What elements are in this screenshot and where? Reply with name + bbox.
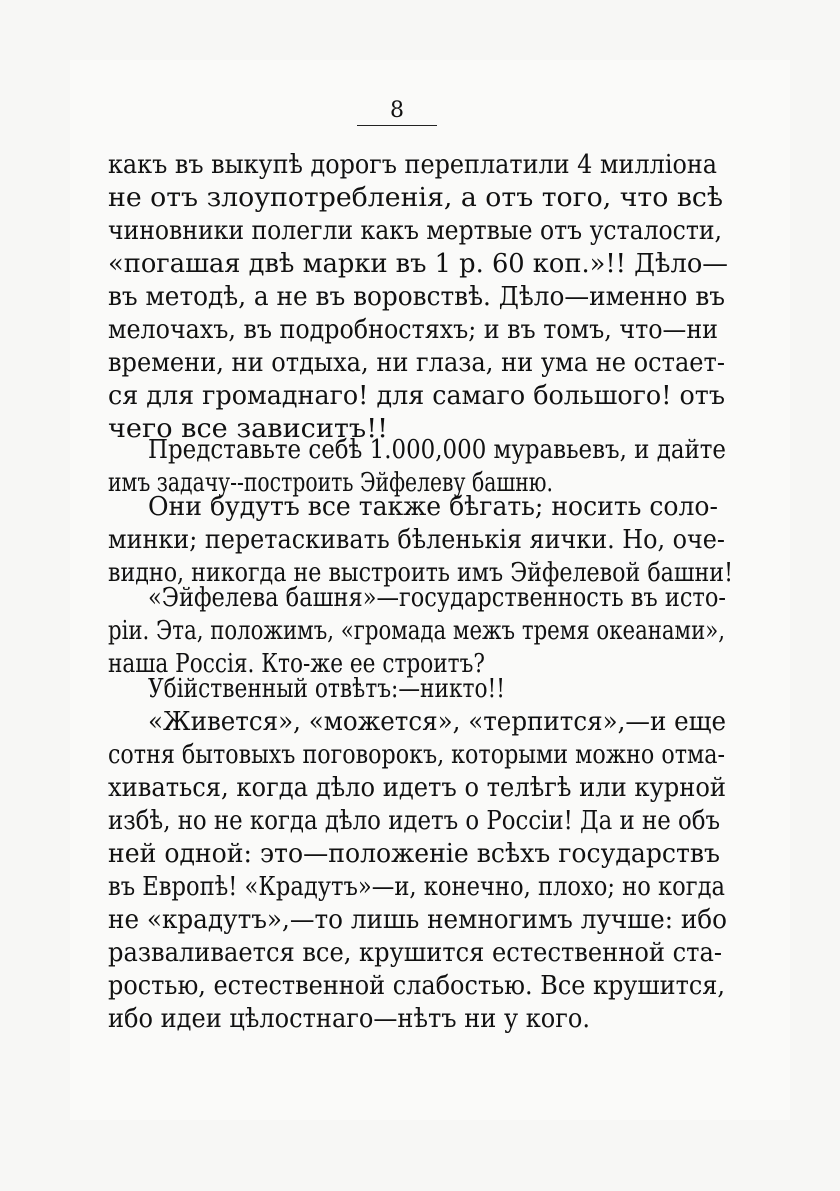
page-number: 8 [390,98,404,123]
text-line [108,280,840,314]
text-line-content: времени, ни отдыха, ни глаза, ни ума не остает- [108,348,725,378]
text-line [108,837,840,871]
text-line-content: не «крадутъ»,—то лишь немногимъ лучше: ибо [108,905,727,935]
text-line [148,490,840,524]
text-line [108,379,840,413]
text-line-content: наша Россія. Кто-же ее строитъ? [108,649,485,679]
text-line-content: видно, никогда не выстроить имъ Эйфелевой башни! [108,558,733,588]
text-line [108,1002,840,1036]
text-line [108,903,840,937]
text-line-content: разваливается все, крушится естественной ста- [108,938,722,968]
text-line [108,969,840,1003]
text-line-content: не отъ злоупотребленія, а отъ того, что всѣ [108,183,723,213]
text-line [108,148,840,182]
text-line [108,346,840,380]
text-line [108,247,840,281]
text-line-content: «Эйфелева башня»—государственность въ исто- [148,583,726,613]
text-line [108,214,840,248]
text-line [148,672,840,706]
text-line [148,705,840,739]
text-line [108,870,840,904]
text-line [108,771,840,805]
text-line [148,433,840,467]
text-line [148,581,840,615]
page-number-rule [357,125,437,126]
text-line-content: имъ задачу--построить Эйфелеву башню. [108,468,553,498]
text-line-content: хиваться, когда дѣло идетъ о телѣгѣ или курной [108,773,726,803]
text-line [108,738,840,772]
text-line [108,313,840,347]
text-line-content: въ методѣ, а не въ воровствѣ. Дѣло—именно въ [108,282,725,312]
text-line-content: ростью, естественной слабостью. Все крушится, [108,971,725,1001]
text-line-content: Они будутъ все также бѣгать; носить соло- [148,492,718,522]
text-line-content: ибо идеи цѣлостнаго—нѣтъ ни у кого. [108,1004,590,1034]
text-line-content: ся для громаднаго! для самаго большого! отъ [108,381,725,411]
text-line-content: мелочахъ, въ подробностяхъ; и въ томъ, что—ни [108,315,718,345]
text-line-content: Представьте себѣ 1.000,000 муравьевъ, и дайте [148,435,726,465]
text-line-content: минки; перетаскивать бѣленькія яички. Но, оче- [108,525,725,555]
text-line-content: «погашая двѣ марки въ 1 р. 60 коп.»!! Дѣло— [108,249,728,279]
text-line [108,523,840,557]
text-line-content: ней одной: это—положеніе всѣхъ государствъ [108,839,720,869]
text-line-content: Убійственный отвѣтъ:—никто!! [148,674,505,704]
text-line [108,936,840,970]
text-line-content: сотня бытовыхъ поговорокъ, которыми можно отма- [108,740,725,770]
text-line-content: чиновники полегли какъ мертвые отъ усталости, [108,216,722,246]
text-line-content: въ Европѣ! «Крадутъ»—и, конечно, плохо; но когда [108,872,725,902]
text-line-content: избѣ, но не когда дѣло идетъ о Россіи! Да и не объ [108,806,720,836]
text-line-content: какъ въ выкупѣ дорогъ переплатили 4 милліона [108,150,717,180]
text-line-content: «Живется», «можется», «терпится»,—и еще [148,707,726,737]
text-line-content: чего все зависитъ!! [108,414,388,444]
text-line [108,614,840,648]
text-line [108,181,840,215]
text-line-content: ріи. Эта, положимъ, «громада межъ тремя океанами», [108,616,725,646]
text-line [108,804,840,838]
